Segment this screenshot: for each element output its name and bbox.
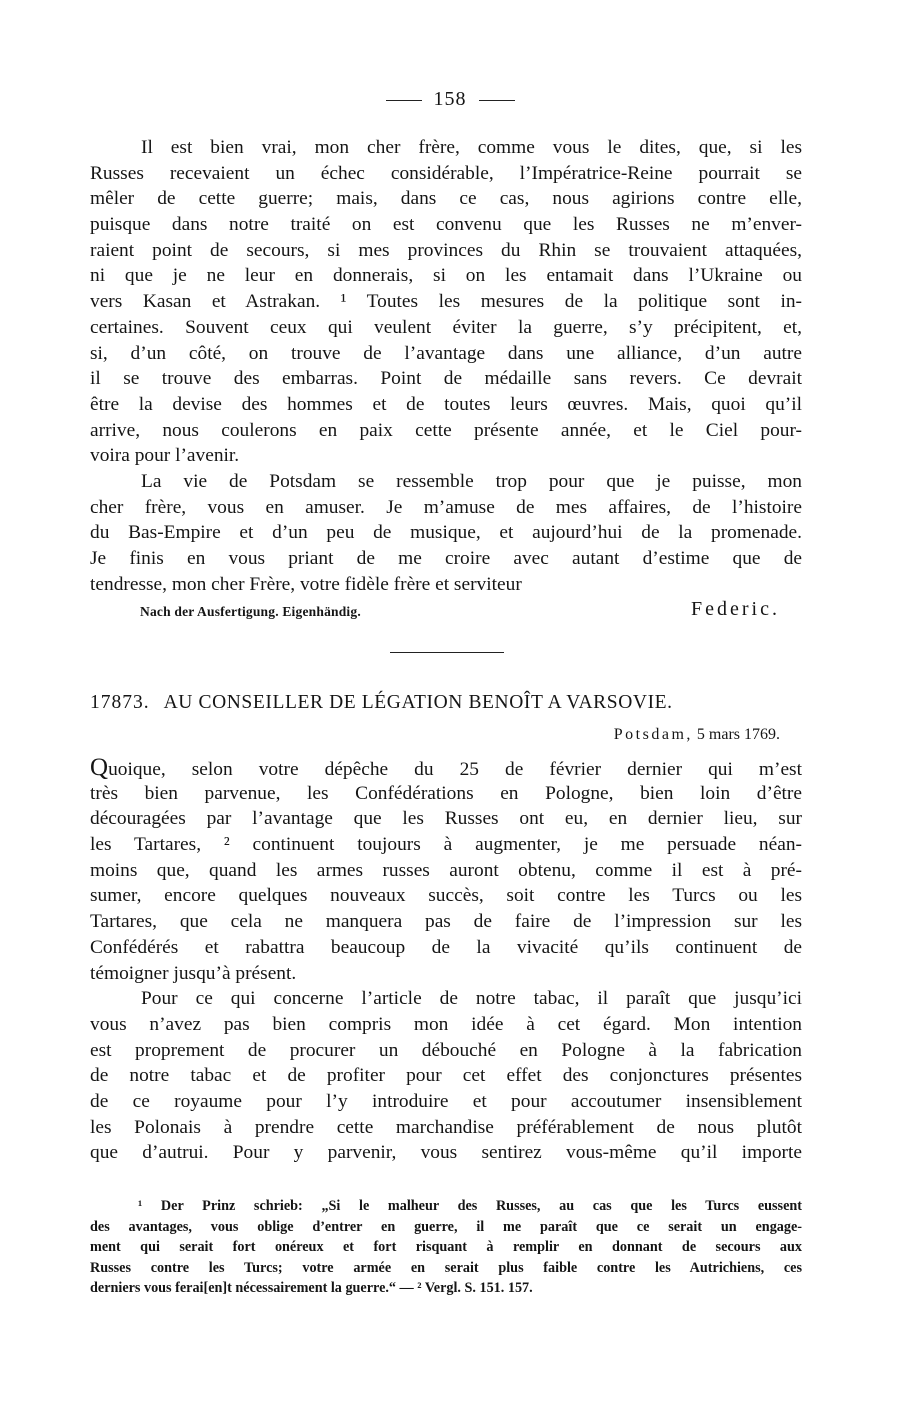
text-line: sumer, encore quelques nouveaux succès, soit contre les Turcs ou les: [90, 885, 802, 907]
text-line: Confédérés et rabattra beaucoup de la vivacité qu’ils continuent de: [90, 936, 802, 958]
letter-dateline: [614, 726, 780, 744]
text-line: cher frère, vous en amuser. Je m’amuse de mes affaires, de l’histoire: [90, 496, 802, 518]
footnotes: [90, 1196, 802, 1299]
footnote-line: des avantages, vous oblige d’entrer en guerre, il me paraît que ce serait un engage-: [90, 1218, 802, 1235]
text-line: Il est bien vrai, mon cher frère, comme vous le dites, que, si les: [141, 137, 802, 158]
text-line: raient point de secours, si mes provinces du Rhin se trouvaient attaquées,: [90, 239, 802, 261]
text-line: moins que, quand les armes russes auront obtenu, comme il est à pré-: [90, 859, 802, 881]
text-line: tendresse, mon cher Frère, votre fidèle frère et serviteur: [90, 573, 522, 595]
text-line: témoigner jusqu’à présent.: [90, 962, 297, 984]
text-line: La vie de Potsdam se ressemble trop pour que je puisse, mon: [141, 470, 802, 492]
text-line: Je finis en vous priant de me croire avec autant d’estime que de: [90, 548, 802, 569]
text-line: du Bas-Empire et d’un peu de musique, et aujourd’hui de la promenade.: [90, 522, 802, 544]
text-line: mêler de cette guerre; mais, dans ce cas, nous agirions contre elle,: [90, 188, 802, 210]
text-line: vers Kasan et Astrakan. ¹ Toutes les mesures de la politique sont in-: [90, 291, 802, 313]
text-line: ni que je ne leur en donnerais, si on les entamait dans l’Ukraine ou: [90, 265, 802, 287]
text-line: que d’autrui. Pour y parvenir, vous sentirez vous-même qu’il importe: [90, 1142, 802, 1164]
letter-date: 5 mars 1769.: [696, 726, 780, 743]
text-line: Pour ce qui concerne l’article de notre tabac, il paraît que jusqu’ici: [141, 988, 802, 1010]
dropcap: Q: [90, 755, 109, 781]
footnote-line: Russes contre les Turcs; votre armée en serait plus faible contre les Autrichiens, ces: [90, 1259, 802, 1276]
text-line: Russes recevaient un échec considérable, l’Impératrice-Reine pourrait se: [90, 162, 802, 184]
text-line: de ce royaume pour l’y introduire et pour accoutumer insensiblement: [90, 1090, 802, 1112]
first-line-text: uoique, selon votre dépêche du 25 de février dernier qui m’est: [108, 759, 802, 780]
page-header: [0, 88, 900, 111]
text-line: de notre tabac et de profiter pour cet effet des conjonctures présentes: [90, 1065, 802, 1087]
header-rule-right: [479, 100, 515, 101]
text-line: si, d’un côté, on trouve de l’avantage dans une alliance, d’un autre: [90, 342, 802, 364]
text-line: très bien parvenue, les Confédérations en Pologne, bien loin d’être: [90, 782, 802, 804]
text-line: Tartares, que cela ne manquera pas de faire de l’impression sur les: [90, 911, 802, 933]
footnote-line: ment qui serait fort onéreux et fort risquant à remplir en donnant de secours aux: [90, 1239, 802, 1255]
text-line: puisque dans notre traité on est convenu que les Russes ne m’enver-: [90, 214, 802, 236]
text-line: les Tartares, ² continuent toujours à augmenter, je me persuade néan-: [90, 834, 802, 856]
text-line: certaines. Souvent ceux qui veulent éviter la guerre, s’y précipitent, et,: [90, 316, 802, 338]
letter-body: [90, 755, 802, 1166]
source-and-signature: [140, 600, 780, 624]
letter-place: Potsdam,: [613, 726, 693, 743]
footnote-line: derniers vous ferai[en]t nécessairement la guerre.“ — ² Vergl. S. 151. 157.: [90, 1280, 533, 1296]
text-line: est proprement de procurer un débouché en Pologne à la fabrication: [90, 1039, 802, 1061]
letter-heading: [90, 692, 802, 714]
text-line: [90, 755, 802, 781]
page-number: 158: [433, 88, 467, 110]
footnote-line: ¹ Der Prinz schrieb: „Si le malheur des Russes, au cas que les Turcs eussent: [138, 1198, 802, 1214]
text-line: les Polonais à prendre cette marchandise préférablement de nous plutôt: [90, 1116, 802, 1138]
header-rule-left: [386, 100, 422, 101]
text-line: découragées par l’avantage que les Russes ont eu, en dernier lieu, sur: [90, 808, 802, 830]
letter-number: 17873.: [90, 692, 150, 713]
section-separator: [390, 652, 504, 653]
text-line: voira pour l’avenir.: [90, 445, 240, 467]
source-note: Nach der Ausfertigung. Eigenhändig.: [140, 604, 361, 619]
previous-letter-text: [90, 135, 802, 597]
text-line: être la devise des hommes et de toutes leurs œuvres. Mais, quoi qu’il: [90, 393, 802, 415]
text-line: il se trouve des embarras. Point de médaille sans revers. Ce devrait: [90, 368, 802, 390]
signature: Federic.: [691, 598, 780, 620]
text-line: arrive, nous coulerons en paix cette présente année, et le Ciel pour-: [90, 419, 802, 441]
letter-title: AU CONSEILLER DE LÉGATION BENOÎT A VARSOVIE.: [163, 692, 673, 713]
text-line: vous n’avez pas bien compris mon idée à cet égard. Mon intention: [90, 1013, 802, 1035]
